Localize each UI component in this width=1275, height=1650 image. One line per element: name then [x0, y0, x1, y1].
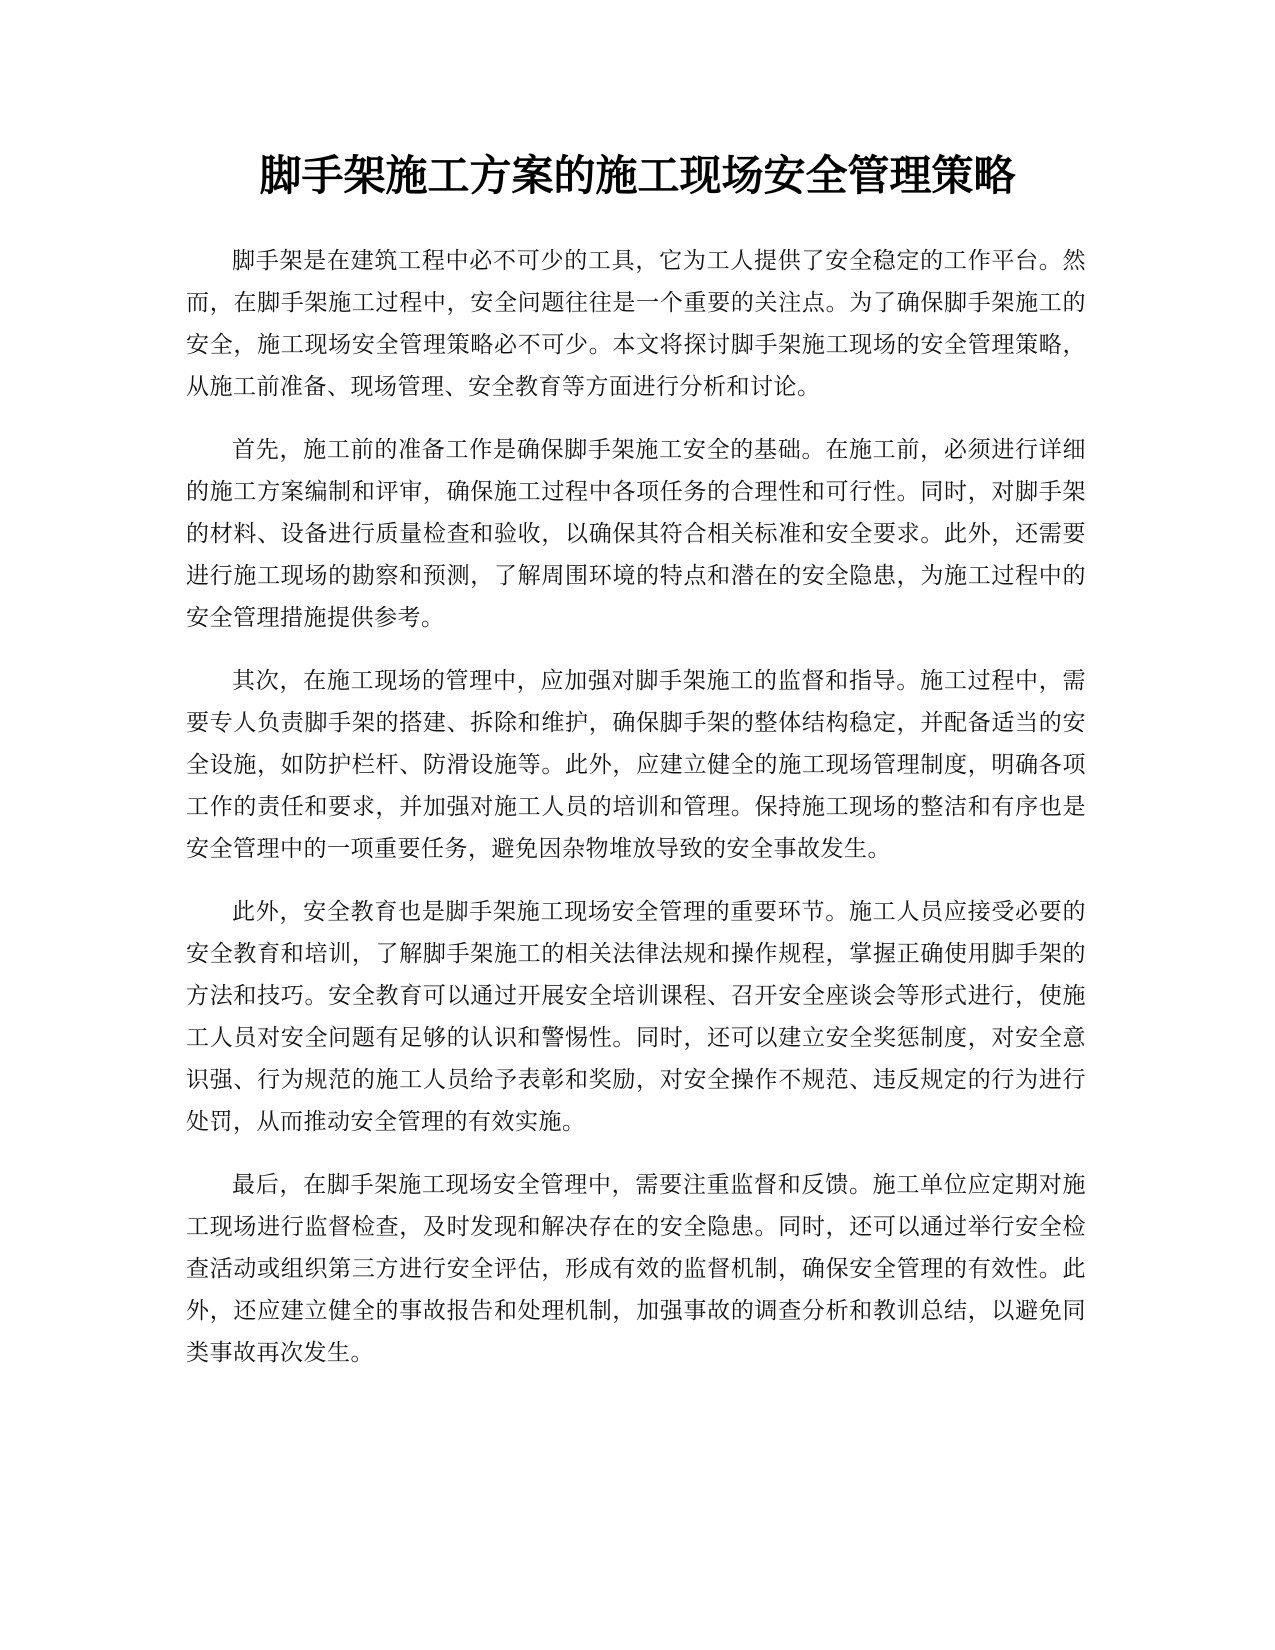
paragraph-site-management: 其次，在施工现场的管理中，应加强对脚手架施工的监督和指导。施工过程中，需要专人负责脚手架的搭建、拆除和维护，确保脚手架的整体结构稳定，并配备适当的安全设施，如防护栏杆、防滑设施等。此外，应建立健全的施工现场管理制度，明确各项工作的责任和要求，并加强对施工人员的培训和管理。保持施工现场的整洁和有序也是安全管理中的一项重要任务，避免因杂物堆放导致的安全事故发生。 — [186, 668, 1086, 862]
paragraph-preparation: 首先，施工前的准备工作是确保脚手架施工安全的基础。在施工前，必须进行详细的施工方案编制和评审，确保施工过程中各项任务的合理性和可行性。同时，对脚手架的材料、设备进行质量检查和验收，以确保其符合相关标准和安全要求。此外，还需要进行施工现场的勘察和预测，了解周围环境的特点和潜在的安全隐患，为施工过程中的安全管理措施提供参考。 — [186, 437, 1086, 631]
paragraph-supervision: 最后，在脚手架施工现场安全管理中，需要注重监督和反馈。施工单位应定期对施工现场进行监督检查，及时发现和解决存在的安全隐患。同时，还可以通过举行安全检查活动或组织第三方进行安全评估，形成有效的监督机制，确保安全管理的有效性。此外，还应建立健全的事故报告和处理机制，加强事故的调查分析和教训总结，以避免同类事故再次发生。 — [186, 1172, 1086, 1366]
document-title: 脚手架施工方案的施工现场安全管理策略 — [259, 151, 1016, 200]
document-body — [186, 240, 1086, 1395]
paragraph-intro: 脚手架是在建筑工程中必不可少的工具，它为工人提供了安全稳定的工作平台。然而，在脚手架施工过程中，安全问题往往是一个重要的关注点。为了确保脚手架施工的安全，施工现场安全管理策略必不可少。本文将探讨脚手架施工现场的安全管理策略，从施工前准备、现场管理、安全教育等方面进行分析和讨论。 — [186, 248, 1086, 400]
paragraph-safety-education: 此外，安全教育也是脚手架施工现场安全管理的重要环节。施工人员应接受必要的安全教育和培训，了解脚手架施工的相关法律法规和操作规程，掌握正确使用脚手架的方法和技巧。安全教育可以通过开展安全培训课程、召开安全座谈会等形式进行，使施工人员对安全问题有足够的认识和警惕性。同时，还可以建立安全奖惩制度，对安全意识强、行为规范的施工人员给予表彰和奖励，对安全操作不规范、违反规定的行为进行处罚，从而推动安全管理的有效实施。 — [186, 899, 1086, 1135]
